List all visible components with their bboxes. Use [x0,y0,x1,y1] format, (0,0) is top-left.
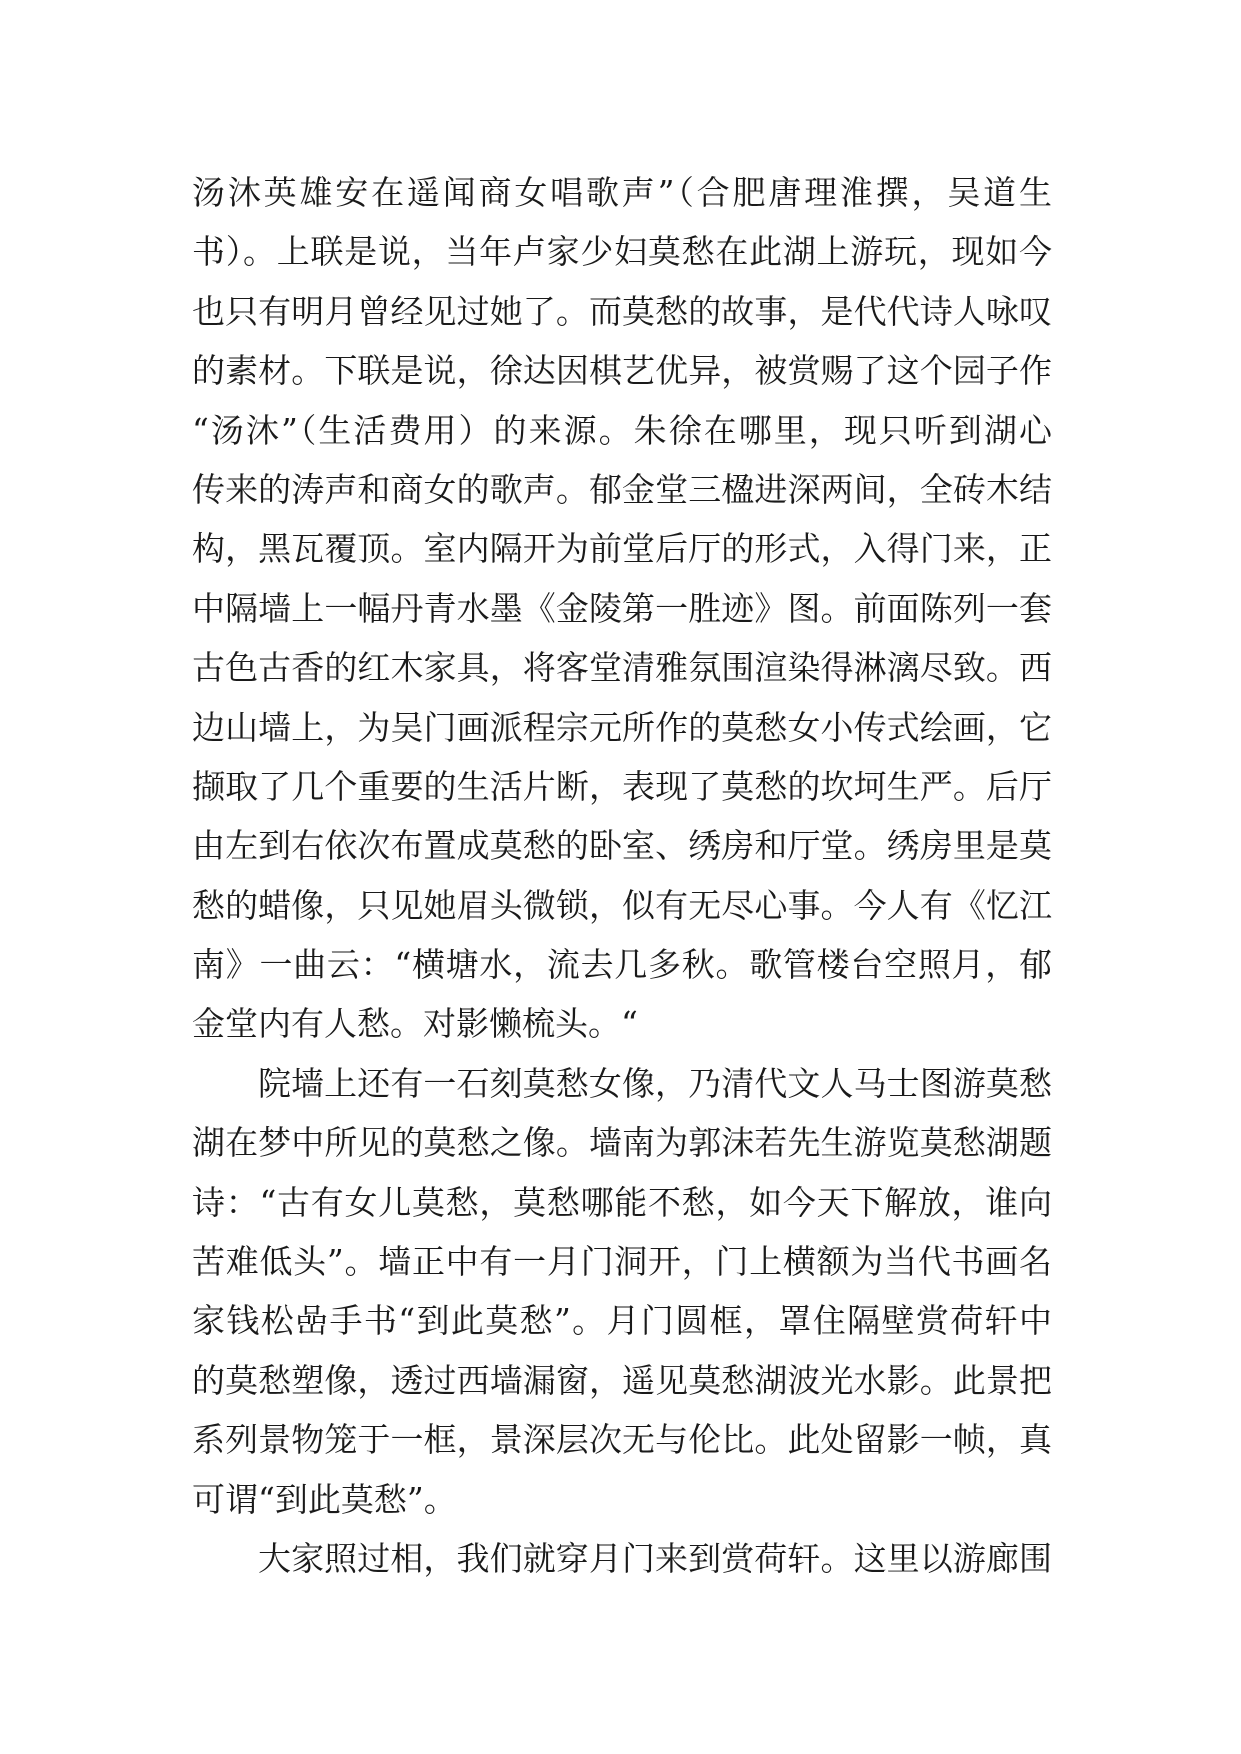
text-line: 中隔墙上一幅丹青水墨《金陵第一胜迹》图。前面陈列一套 [192,588,1052,628]
text-line: 金堂内有人愁。对影懒梳头。“ [192,1004,638,1044]
text-line: 边山墙上，为吴门画派程宗元所作的莫愁女小传式绘画，它 [192,707,1052,747]
text-line: 家钱松嵒手书“到此莫愁”。月门圆框，罩住隔壁赏荷轩中 [192,1301,1052,1341]
text-line: 的莫愁塑像，透过西墙漏窗，遥见莫愁湖波光水影。此景把 [192,1360,1052,1400]
text-line: 也只有明月曾经见过她了。而莫愁的故事，是代代诗人咏叹 [192,291,1052,331]
text-line: 撷取了几个重要的生活片断，表现了莫愁的坎坷生严。后厅 [192,766,1052,806]
text-line: 的素材。下联是说，徐达因棋艺优异，被赏赐了这个园子作 [192,351,1052,391]
text-line: 系列景物笼于一框，景深层次无与伦比。此处留影一帧，真 [192,1420,1052,1460]
text-line: 汤沐英雄安在遥闻商女唱歌声”（合肥唐理淮撰，吴道生 [192,173,1052,212]
text-line: 由左到右依次布置成莫愁的卧室、绣房和厅堂。绣房里是莫 [192,826,1052,866]
text-line: 构，黑瓦覆顶。室内隔开为前堂后厅的形式，入得门来，正 [192,529,1052,569]
text-line: 南》一曲云：“横塘水，流去几多秋。歌管楼台空照月，郁 [192,945,1052,985]
text-line: 可谓“到此莫愁”。 [192,1479,457,1519]
text-line: 苦难低头”。墙正中有一月门洞开，门上横额为当代书画名 [192,1242,1052,1282]
text-line: 大家照过相，我们就穿月门来到赏荷轩。这里以游廊围 [258,1538,1052,1578]
text-line: 湖在梦中所见的莫愁之像。墙南为郭沫若先生游览莫愁湖题 [192,1123,1052,1163]
text-line: 诗：“古有女儿莫愁，莫愁哪能不愁，如今天下解放，谁向 [192,1182,1052,1222]
text-line: 传来的涛声和商女的歌声。郁金堂三楹进深两间，全砖木结 [192,469,1052,509]
body-text [192,163,1052,1588]
text-line: 古色古香的红木家具，将客堂清雅氛围渲染得淋漓尽致。西 [192,648,1052,688]
text-line: 院墙上还有一石刻莫愁女像，乃清代文人马士图游莫愁 [258,1063,1052,1103]
text-line: “汤沐”（生活费用）的来源。朱徐在哪里，现只听到湖心 [192,410,1052,450]
text-line: 愁的蜡像，只见她眉头微锁，似有无尽心事。今人有《忆江 [192,885,1052,925]
text-line: 书）。上联是说，当年卢家少妇莫愁在此湖上游玩，现如今 [192,232,1052,272]
